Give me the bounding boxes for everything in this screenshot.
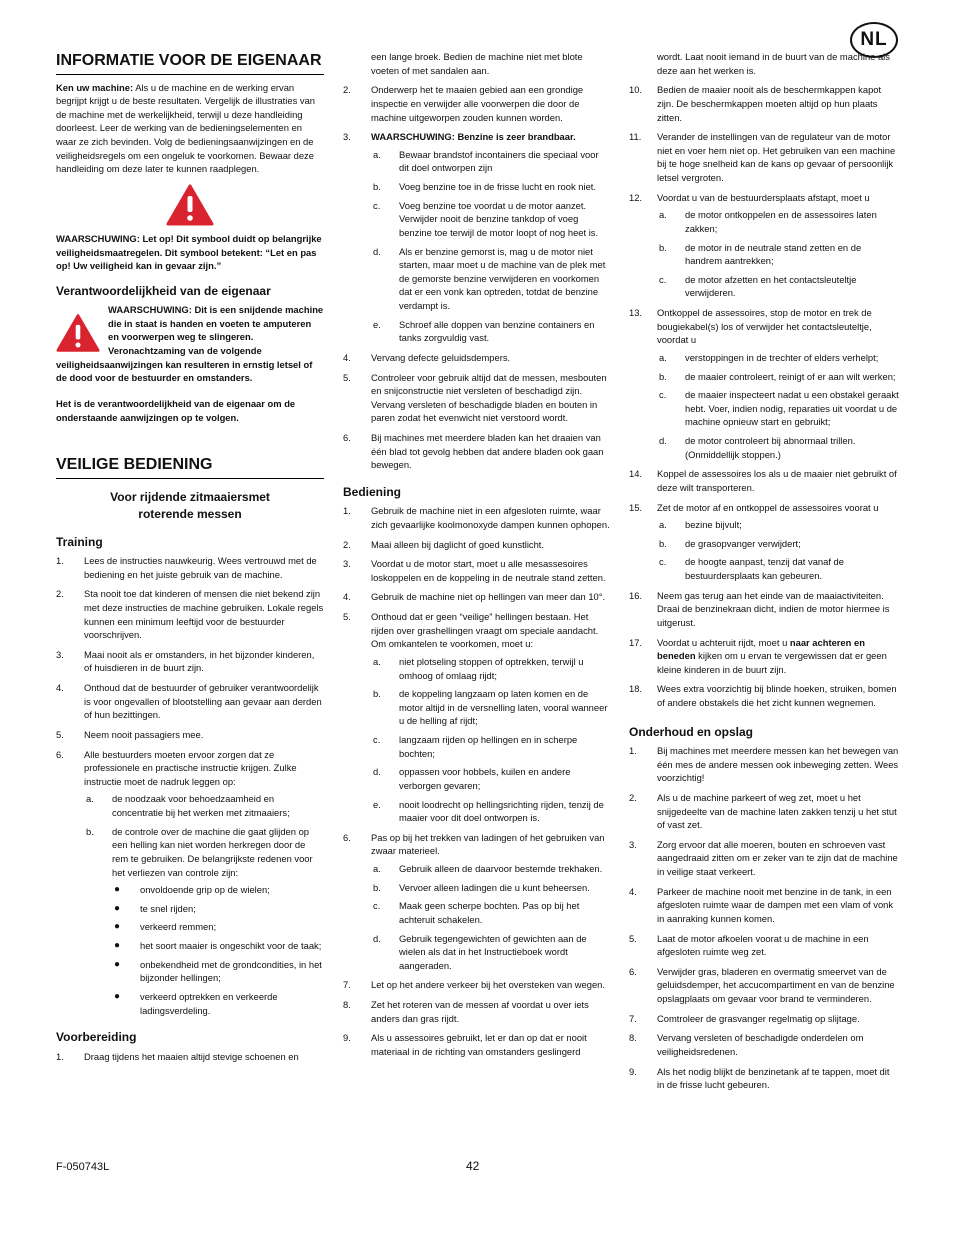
list-item: 18. Wees extra voorzichtig bij blinde hoeken, struiken, bomen of andere obstakels die het zicht kunnen wegnemen. (629, 683, 897, 708)
sub-list-item: a. verstoppingen in de trechter of elders verhelpt; (659, 351, 879, 363)
list-item: 6. Alle bestuurders moeten ervoor zorgen dat ze professionele en practische instructie krijgen. Zulke instructie moet de nadruk leggen op: a. de noodzaak voor behoedzaamheid en concentratie bij het werken met zitmaaiers; b. de controle over de machine die gaat glijden op een helling kan niet worden herkregen door de rem te gebruiken. De belangrijkste redenen voor het verliezen van controle zijn: ● onvoldoende grip op de wielen; ● te snel rijden; ● verkeerd remmen; ● het soort maaier is ongeschikt voor de taak; ● onbekendheid met de grondcondities, in het bijzonder hellingen; ● verkeerd optrekken en verkeerde ladingsverdeling. (56, 748, 324, 1018)
list-item: 5. Controleer voor gebruik altijd dat de messen, mesbouten en snijconstructie niet versleten of beschadigd zijn. Vervang versleten of beschadigde bladen en bouten in paren zodat het evenwicht niet verstoord wordt. (343, 371, 607, 424)
sub-list-item: d. oppassen voor hobbels, kuilen en andere verborgen gevaren; (373, 766, 571, 791)
bullet-item: ● verkeerd remmen; (112, 920, 324, 934)
preparation-list-cont (343, 50, 611, 472)
list-item: 4. Parkeer de machine nooit met benzine in de tank, in een afgesloten ruimte waar de dampen met een vlam of vonk in aanraking kunnen komen. (629, 885, 894, 924)
warning-triangle-icon (56, 313, 100, 353)
sub-list-item: d. Als er benzine gemorst is, mag u de motor niet starten, maar moet u de machine van de plek met de gemorste benzine verwijderen en voorkomen dat er een vonk kan optreden, totdat de benzine verdampt is. (373, 245, 606, 311)
sub-list-item: a. niet plotseling stoppen of optrekken, terwijl u omhoog of omlaag rijdt; (373, 655, 584, 681)
column-1 (56, 50, 324, 1069)
bullet-icon: ● (114, 958, 121, 970)
list-item: 8. Zet het roteren van de messen af voordat u over iets anders dan gras rijdt. (343, 999, 589, 1024)
sub-list-item: a. bezine bijvult; (659, 519, 742, 531)
list-item: 6. Pas op bij het trekken van ladingen of het gebruiken van zwaar materieel. a. Gebruik alleen de daarvoor bestemde trekhaken. b. Vervoer alleen ladingen die u kunt beheersen. c. Maak geen scherpe bochten. Pas op bij het achteruit schakelen. d. Gebruik tegengewichten of gewichten aan de wielen als dat in het Instructieboek wordt aangeraden. (343, 831, 611, 973)
sub-list-item: b. de maaier controleert, reinigt of er aan wilt werken; (659, 370, 896, 382)
list-item: 9. Als u assessoires gebruikt, let er dan op dat er nooit materiaal in de richting van omstanders geslingerd (343, 1032, 587, 1057)
list-item: 4. Vervang defecte geluidsdempers. (343, 351, 511, 363)
sub-list-item: b. de grasopvanger verwijdert; (659, 537, 801, 549)
list-item: 1. Draag tijdens het maaien altijd stevige schoenen en (56, 1050, 299, 1062)
list-item: 14. Koppel de assessoires los als u de maaier niet gebruikt of deze wilt transporteren. (629, 468, 897, 493)
sub-list (84, 792, 324, 1017)
operation-heading: Bediening (343, 484, 402, 499)
bullet-item: ● te snel rijden; (112, 902, 324, 916)
list-item: 5. Neem nooit passagiers mee. (56, 728, 204, 740)
preparation-heading: Voorbereiding (56, 1030, 137, 1045)
operation-list (343, 504, 611, 1058)
training-heading: Training (56, 534, 103, 549)
sub-list-item: c. Voeg benzine toe voordat u de motor aanzet. Verwijder nooit de benzine tankdop of voeg benzine toe terwijl de motor loopt of nog heet is. (373, 199, 599, 238)
list-item: 6. Bij machines met meerdere bladen kan het draaien van één blad tot gevolg hebben dat andere bladen ook gaan bewegen. (343, 432, 604, 471)
warning-text-1: WAARSCHUWING: Let op! Dit symbool duidt op belangrijke veiligheidsmaatregelen. Dit symbool betekent: “Let en pas op! Uw veiligheid kan in gevaar zijn.” (56, 232, 322, 272)
operation-list-cont (629, 50, 899, 710)
intro-bold: Ken uw machine: (56, 81, 134, 93)
list-item: 2. Als u de machine parkeert of weg zet, moet u het snijgedeelte van de machine laten zakken tenzij u het stut of vast zet. (629, 791, 897, 831)
sub-list (657, 351, 899, 461)
list-item: 4. Onthoud dat de bestuurder of gebruiker verantwoordelijk is voor ongevallen of blootstelling aan gevaar aan derden of hun bezittingen. (56, 682, 322, 721)
sub-list-item: b. de koppeling langzaam op laten komen en de motor altijd in de versnelling laten, vooral wanneer u de helling af rijdt; (373, 688, 608, 727)
bullet-icon: ● (114, 902, 121, 914)
list-item: 3. Maai nooit als er omstanders, in het bijzonder kinderen, of huisdieren in de buurt zijn. (56, 648, 315, 674)
sub-list-item: b. Vervoer alleen ladingen die u kunt beheersen. (373, 881, 590, 893)
list-item: 12. Voordat u van de bestuurdersplaats afstapt, moet u a. de motor ontkoppelen en de assessoires laten zakken; b. de motor in de neutrale stand zetten en de handrem aantrekken; c. de motor afzetten en het contactsleuteltje verwijderen. (629, 191, 899, 300)
list-item: 17. Voordat u achteruit rijdt, moet u naar achteren en beneden kijken om u ervan te vergewissen dat er geen kleine kinderen in de buurt zijn. (629, 636, 887, 675)
list-item-continued: wordt. Laat nooit iemand in de buurt van de machine als deze aan het werken is. (657, 51, 890, 76)
bullet-icon: ● (114, 884, 121, 896)
list-item: 1. Gebruik de machine niet in een afgesloten ruimte, waar zich gevaarlijke koolmonoxyde dampen kunnen ophopen. (343, 505, 610, 530)
sub-list-item: b. Voeg benzine toe in de frisse lucht en rook niet. (373, 181, 597, 192)
column-2 (343, 50, 611, 1065)
sub-list-item: c. de motor afzetten en het contactsleuteltje verwijderen. (659, 273, 857, 299)
list-item: 15. Zet de motor af en ontkoppel de assessoires voorat u a. bezine bijvult; b. de grasopvanger verwijdert; c. de hoogte aanpast, tenzij dat vanaf de bestuurdersplaats kan gebeuren. (629, 501, 899, 583)
bullet-list (112, 883, 324, 1017)
sub-list (371, 655, 611, 825)
section-title-safe-operation: VEILIGE BEDIENING (56, 454, 324, 479)
list-item-continued: een lange broek. Bedien de machine niet met blote voeten of met sandalen aan. (371, 51, 583, 76)
page-number: 42 (466, 1159, 480, 1173)
sub-list (371, 148, 611, 345)
sub-list (657, 208, 899, 300)
training-list (56, 554, 324, 1017)
list-item: 11. Verander de instellingen van de regulateur van de motor niet en voer hem niet op. Het gebruiken van een machine bij te hoge snelheid kan de kans op gevaar of persoonlijk letsel vergroten. (629, 131, 896, 183)
list-item: 9. Als het nodig blijkt de benzinetank af te tappen, moet dit in de frisse lucht gebeuren. (629, 1065, 890, 1091)
sub-list-item: b. de motor in de neutrale stand zetten en de handrem aantrekken; (659, 241, 862, 267)
subsection-title-line-1: Voor rijdende zitmaaiersmet (110, 489, 270, 504)
list-item: 3. WAARSCHUWING: Benzine is zeer brandbaar. a. Bewaar brandstof incontainers die speciaal voor dit doel ontworpen zijn b. Voeg benzine toe in de frisse lucht en rook niet. c. Voeg benzine toe voordat u de motor aanzet. Verwijder nooit de benzine tankdop of voeg benzine toe terwijl de motor loopt of nog heet is. d. Als er benzine gemorst is, mag u de motor niet starten, maar moet u de machine van de plek met de gemorste benzine verwijderen en voorkomen dat er een vonk kan optreden, totdat de benzine verdampt is. e. Schroef alle doppen van benzine containers en tanks zorgvuldig vast. (343, 130, 611, 345)
bullet-item: ● verkeerd optrekken en verkeerde ladingsverdeling. (114, 990, 278, 1016)
list-item: 7. Let op het andere verkeer bij het oversteken van wegen. (343, 979, 606, 991)
list-item: 8. Vervang versleten of beschadigde onderdelen om veiligheidsredenen. (629, 1032, 864, 1057)
subsection-title (56, 489, 324, 524)
intro-paragraph (56, 81, 324, 176)
list-item: 1. Bij machines met meerdere messen kan het bewegen van één mes de andere messen ook inbeweging zetten. Wees voorzichtig! (629, 745, 899, 784)
list-item: 2. Sta nooit toe dat kinderen of mensen die niet bekend zijn met deze instructies de machine gebruiken. Lokale regels kunnen een minimum leeftijd voor de bestuurder voorschrijven. (56, 588, 324, 641)
owner-responsibility-heading: Verantwoordelijkheid van de eigenaar (56, 283, 271, 298)
list-item: 6. Verwijder gras, bladeren en overmatig smeervet van de geluidsdemper, het accucompartiment en van de benzine opslagplaats om gevaar voor brand te verminderen. (629, 965, 895, 1005)
sub-list-item: d. Gebruik tegengewichten of gewichten aan de wielen als dat in het Instructieboek wordt aangeraden. (373, 932, 587, 971)
list-item: 2. Maai alleen bij daglicht of goed kunstlicht. (343, 538, 545, 550)
sub-list-item: c. Maak geen scherpe bochten. Pas op bij het achteruit schakelen. (373, 900, 580, 925)
bullet-item: ● het soort maaier is ongeschikt voor de taak; (112, 939, 324, 953)
list-item: 3. Zorg ervoor dat alle moeren, bouten en schroeven vast aangedraaid zitten om er zeker van te zijn dat de machine in veilige staat verkeert. (629, 838, 898, 878)
sub-list-item: b. de controle over de machine die gaat glijden op een helling kan niet worden herkregen door de rem te gebruiken. De belangrijkste redenen voor het verliezen van controle zijn: ● onvoldoende grip op de wielen; ● te snel rijden; ● verkeerd remmen; ● het soort maaier is ongeschikt voor de taak; ● onbekendheid met de grondcondities, in het bijzonder hellingen; ● verkeerd optrekken en verkeerde ladingsverdeling. (84, 825, 324, 1018)
sub-list-item: c. de hoogte aanpast, tenzij dat vanaf de bestuurdersplaats kan gebeuren. (659, 556, 844, 581)
section-title-owner-info: INFORMATIE VOOR DE EIGENAAR (56, 50, 324, 75)
list-item: 2. Onderwerp het te maaien gebied aan een grondige inspectie en verwijder alle voorwerpen die door de machine uitgeworpen zouden kunnen worden. (343, 84, 584, 123)
sub-list-item: a. de noodzaak voor behoedzaamheid en concentratie bij het werken met zitmaaiers; (86, 793, 290, 818)
sub-list-item: c. langzaam rijden op hellingen en in scherpe bochten; (373, 734, 578, 759)
list-item: 13. Ontkoppel de assessoires, stop de motor en trek de bougiekabel(s) los of verwijder het contactsleuteltje, voordat u a. verstoppingen in de trechter of elders verhelpt; b. de maaier controleert, reinigt of er aan wilt werken; c. de maaier inspecteert nadat u een obstakel geraakt hebt. Voer, indien nodig, reparaties uit voordat u de machine opnieuw start en gebruikt; d. de motor controleert bij abnormaal trillen. (Onmiddellijk stoppen.) (629, 307, 899, 460)
sub-list-item: a. de motor ontkoppelen en de assessoires laten zakken; (659, 209, 877, 234)
subsection-title-line-2: roterende messen (138, 507, 242, 522)
maintenance-list (629, 744, 899, 1092)
warning-block-1 (56, 184, 324, 273)
bullet-icon: ● (114, 940, 121, 951)
bullet-item: ● onvoldoende grip op de wielen; (112, 883, 324, 897)
intro-text: Als u de machine en de werking ervan begrijpt krijgt u de beste resultaten. Vergelijk de illustraties van de machine met de werkelijkheid, terwijl u deze handleiding doorleest. Leer de werking van de bedieningselementen en waar ze zich bevinden. Volg de bedieningsaanwijzingen en de veiligheidsregels om een ongeluk te voorkomen. Bewaar deze handleiding om deze later te kunnen raadplegen. (56, 81, 315, 175)
sub-list-item: c. de maaier inspecteert nadat u een obstakel geraakt hebt. Voer, indien nodig, reparaties uit voordat u de machine opnieuw start en gebruikt; (659, 389, 899, 428)
warning-triangle-icon (166, 184, 214, 226)
list-item: 5. Onthoud dat er geen “veilige” hellingen bestaan. Het rijden over grashellingen vraagt om speciale aandacht. Om omkantelen te voorkomen, moet u: a. niet plotseling stoppen of optrekken, terwijl u omhoog of omlaag rijdt; b. de koppeling langzaam op laten komen en de motor altijd in de versnelling laten, vooral wanneer u de helling af rijdt; c. langzaam rijden op hellingen en in scherpe bochten; d. oppassen voor hobbels, kuilen en andere verborgen gevaren; e. nooit loodrecht op hellingsrichting rijden, tenzij de maaier voor dit doel ontworpen is. (343, 610, 611, 825)
bullet-icon: ● (114, 921, 121, 933)
sub-list-item: a. Gebruik alleen de daarvoor bestemde trekhaken. (373, 863, 603, 875)
list-item: 5. Laat de motor afkoelen voorat u de machine in een afgesloten ruimte weg zet. (629, 932, 869, 958)
list-item: 3. Voordat u de motor start, moet u alle mesassesoires loskoppelen en de koppeling in de neutrale stand zetten. (343, 558, 606, 583)
list-item: 4. Gebruik de machine niet op hellingen van meer dan 10°. (343, 591, 606, 603)
language-badge: NL (850, 22, 898, 58)
sub-list-item: e. nooit loodrecht op hellingsrichting rijden, tenzij de maaier voor dit doel ontworpen is. (373, 798, 604, 824)
column-3 (629, 50, 899, 1098)
document-code: F-050743L (56, 1161, 110, 1173)
list-item: 1. Lees de instructies nauwkeurig. Wees vertrouwd met de bediening en het juiste gebruik van de machine. (56, 555, 317, 580)
list-item: 16. Neem gas terug aan het einde van de maaiactiviteiten. Draai de benzinekraan dicht, indien de motor hiermee is uitgerust. (629, 589, 890, 628)
sub-list-item: d. de motor controleert bij abnormaal trillen. (Onmiddellijk stoppen.) (659, 435, 856, 460)
bullet-item: ● onbekendheid met de grondcondities, in het bijzonder hellingen; (114, 958, 322, 984)
bullet-icon: ● (114, 990, 121, 1002)
maintenance-heading: Onderhoud en opslag (629, 724, 754, 739)
preparation-list (56, 1050, 324, 1064)
sub-list-item: e. Schroef alle doppen van benzine containers en tanks zorgvuldig vast. (373, 318, 595, 344)
sub-list-item: a. Bewaar brandstof incontainers die speciaal voor dit doel ontworpen zijn (373, 148, 599, 174)
list-item: 10. Bedien de maaier nooit als de beschermkappen kapot zijn. De beschermkappen moeten altijd op hun plaats zitten. (629, 84, 882, 123)
sub-list (657, 518, 899, 583)
sub-list (371, 862, 611, 972)
list-item: 7. Comtroleer de grasvanger regelmatig op slijtage. (629, 1012, 860, 1024)
warning-block-2 (56, 303, 324, 385)
warning-text-2: WAARSCHUWING: Dit is een snijdende machine die in staat is handen en voeten te amputeren en voorwerpen weg te slingeren. Veronachtzaming van de volgende veiligheidsaanwijzingen kan resulteren in ernstig letsel of de dood voor de bestuurder en omstanders. (56, 304, 324, 384)
owner-responsibility-text: Het is de verantwoordelijkheid van de eigenaar om de onderstaande aanwijzingen op te volgen. (56, 397, 296, 423)
